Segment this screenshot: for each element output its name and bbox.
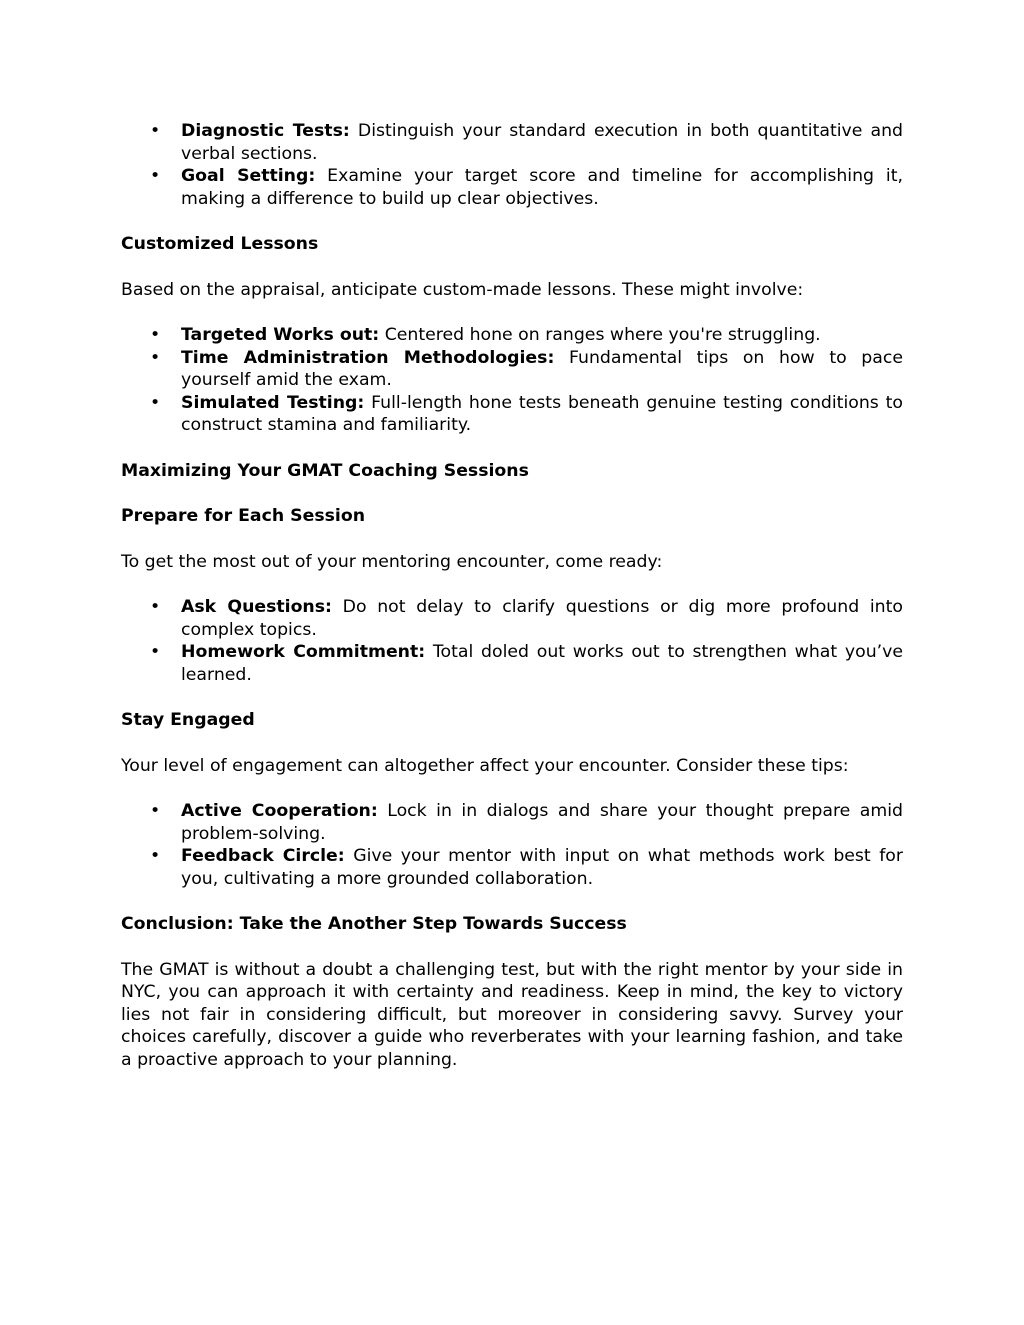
list-item-text: Distinguish your standard execution in both quantitative and verbal sections. xyxy=(181,121,904,164)
bullet-icon: • xyxy=(150,121,161,141)
spacer xyxy=(121,482,903,505)
spacer xyxy=(121,890,903,913)
spacer xyxy=(121,936,903,959)
spacer xyxy=(121,256,903,279)
bullet-icon: • xyxy=(150,846,161,866)
paragraph-stay-engaged: Your level of engagement can altogether affect your encounter. Consider these tips: xyxy=(121,755,849,776)
list-item-text: Total doled out works out to strengthen what you’ve learned. xyxy=(181,642,903,685)
list-item-text: Centered hone on ranges where you're struggling. xyxy=(384,325,821,345)
bullet-icon: • xyxy=(150,801,161,821)
document-page xyxy=(121,120,903,1071)
list-item xyxy=(121,392,903,437)
list-item xyxy=(121,347,903,392)
heading-maximizing-sessions: Maximizing Your GMAT Coaching Sessions xyxy=(121,460,529,481)
bullet-icon: • xyxy=(150,642,161,662)
spacer xyxy=(121,301,903,324)
list-item xyxy=(121,641,903,686)
heading-stay-engaged: Stay Engaged xyxy=(121,710,255,730)
list-item-text: Examine your target score and timeline for accomplishing it, making a difference to build up clear objectives. xyxy=(181,166,903,209)
paragraph-conclusion: The GMAT is without a doubt a challenging test, but with the right mentor by your side in NYC, you can approach it with certainty and readiness. Keep in mind, the key to victory lies not fair in considering difficult, but moreover in considering savvy. Survey your choices carefully, discover a guide who reverberates with your learning fashion, and take a proactive approach to your planning. xyxy=(121,959,903,1070)
list-item-term: Homework Commitment: xyxy=(181,642,426,662)
spacer xyxy=(121,732,903,755)
paragraph-prepare-session: To get the most out of your mentoring encounter, come ready: xyxy=(121,551,663,572)
spacer xyxy=(121,210,903,233)
list-item-text: Fundamental tips on how to pace yourself amid the exam. xyxy=(181,347,903,390)
list-item-term: Feedback Circle: xyxy=(181,846,345,866)
list-item-term: Simulated Testing: xyxy=(181,392,365,413)
paragraph-customized-lessons: Based on the appraisal, anticipate custom-made lessons. These might involve: xyxy=(121,279,804,300)
list-item-term: Time Administration Methodologies: xyxy=(181,347,555,368)
list-item-term: Goal Setting: xyxy=(181,166,316,186)
list-item xyxy=(121,596,903,641)
heading-prepare-session: Prepare for Each Session xyxy=(121,506,365,526)
list-item-term: Targeted Works out: xyxy=(181,325,380,345)
list-item xyxy=(121,324,903,347)
list-item-text: Full-length hone tests beneath genuine testing conditions to construct stamina and familiarity. xyxy=(181,392,903,435)
bullet-icon: • xyxy=(150,166,161,186)
list-item-text: Lock in in dialogs and share your thought prepare amid problem-solving. xyxy=(181,801,903,844)
list-item-text: Give your mentor with input on what methods work best for you, cultivating a more grounded collaboration. xyxy=(181,846,903,889)
spacer xyxy=(121,777,903,800)
heading-customized-lessons: Customized Lessons xyxy=(121,234,319,254)
bullet-icon: • xyxy=(150,597,161,617)
prepare-list xyxy=(121,596,903,686)
list-item-text: Do not delay to clarify questions or dig more profound into complex topics. xyxy=(181,597,903,640)
list-item xyxy=(121,845,903,890)
list-item xyxy=(121,800,903,845)
assessment-list xyxy=(121,120,903,210)
list-item xyxy=(121,120,903,165)
spacer xyxy=(121,437,903,460)
bullet-icon: • xyxy=(150,392,161,413)
list-item xyxy=(121,165,903,210)
spacer xyxy=(121,686,903,709)
bullet-icon: • xyxy=(150,325,161,345)
spacer xyxy=(121,528,903,551)
engagement-list xyxy=(121,800,903,890)
spacer xyxy=(121,573,903,596)
list-item-term: Ask Questions: xyxy=(181,597,332,617)
bullet-icon: • xyxy=(150,347,161,368)
list-item-term: Diagnostic Tests: xyxy=(181,121,350,141)
list-item-term: Active Cooperation: xyxy=(181,801,378,821)
heading-conclusion: Conclusion: Take the Another Step Towards Success xyxy=(121,914,627,934)
lessons-list xyxy=(121,324,903,437)
